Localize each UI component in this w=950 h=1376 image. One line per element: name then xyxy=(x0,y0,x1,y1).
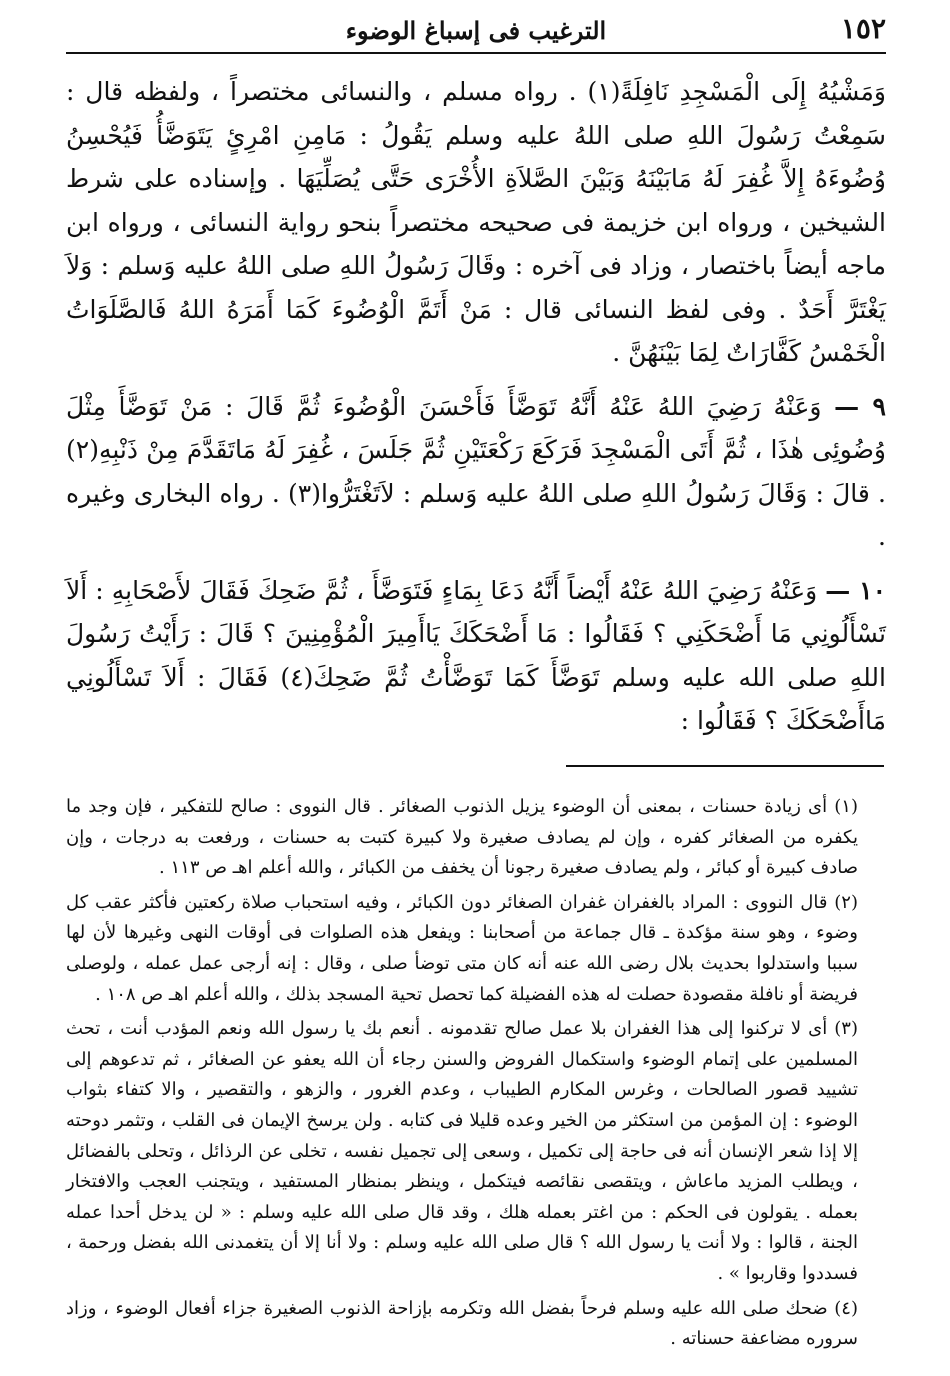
hadith-9-text: وَعَنْهُ رَضِيَ اللهُ عَنْهُ أَنَّهُ تَوَضَّأَ فَأَحْسَنَ الْوُضُوءَ ثُمَّ قَالَ : مَنْ تَوَضَّأَ مِثْلَ وُضُوئِى هٰذَا ، ثُمَّ أَتَى الْمَسْجِدَ فَرَكَعَ رَكْعَتَيْنِ ثُمَّ جَلَسَ ، غُفِرَ لَهُ مَاتَقَدَّمَ مِنْ ذَنْبِهِ(٢) . قالَ : وَقَالَ رَسُولُ اللهِ صلى اللهُ عليه وَسلم : لاَتَغْتَرُّوا(٣) . رواه البخارى وغيره . xyxy=(66,391,886,551)
hadith-number-9: ٩ — xyxy=(834,391,886,421)
paragraph-2 xyxy=(66,385,886,559)
paragraph-3 xyxy=(66,569,886,743)
header-title: الترغيب فى إسباغ الوضوء xyxy=(345,16,607,45)
page-number: ١٥٢ xyxy=(840,12,886,45)
paragraph-1: وَمَشْيُهُ إِلَى الْمَسْجِدِ نَافِلَةً(١) . رواه مسلم ، والنسائى مختصراً ، ولفظه قال : سَمِعْتُ رَسُولَ اللهِ صلى اللهُ عليه وسلم يَقُولُ : مَامِنِ امْرِئٍ يَتَوَضَّأُ فَيُحْسِنُ وُضُوءَهُ إِلاَّ غُفِرَ لَهُ مَابَيْنَهُ وَبَيْنَ الصَّلاَةِ الأُخْرَى حَتَّى يُصَلِّيَهَا . وإسناده على شرط الشيخين ، ورواه ابن خزيمة فى صحيحه مختصراً بنحو رواية النسائى ، ورواه ابن ماجه أيضاً باختصار ، وزاد فى آخره : وقَالَ رَسُولُ اللهِ صلى اللهُ عليه وَسلم : وَلاَ يَغْتَرَّ أَحَدٌ . وفى لفظ النسائى قال : مَنْ أَتَمَّ الْوُضُوءَ كَمَا أَمَرَهُ اللهُ فَالصَّلَوَاتُ الْخَمْسُ كَفَّارَاتٌ لِمَا بَيْنَهُنَّ . xyxy=(66,77,886,367)
footnote-4: (٤) ضحك صلى الله عليه وسلم فرحاً بفضل الله وتكرمه بإزاحة الذنوب الصغيرة جزاء أفعال الوضوء ، وزاد سروره مضاعفة حسناته . xyxy=(66,1297,858,1350)
hadith-number-10: ١٠ — xyxy=(825,575,886,605)
main-text xyxy=(66,70,886,753)
footnote-2: (٢) قال النووى : المراد بالغفران غفران الصغائر دون الكبائر ، وفيه استحباب صلاة ركعتين فأكثر عقب كل وضوء ، وهو سنة مؤكدة ـ قال جماعة من أصحابنا : ويفعل هذه الصلوات فى أوقات النهى وغيرها لأن لها سببا واستدلوا بحديث بلال رضى الله عنه أنه كان متى توضأ صلى ، وقال : إنه أرجى عمل عمله ، ولوصلى فريضة أو نافلة مقصودة حصلت له هذه الفضيلة كما تحصل تحية المسجد بذلك ، والله أعلم اهـ ص ١٠٨ . xyxy=(66,891,858,1005)
footnotes xyxy=(66,792,886,1359)
running-header xyxy=(66,10,886,54)
hadith-10-text: وَعَنْهُ رَضِيَ اللهُ عَنْهُ أَيْضاً أَنَّهُ دَعَا بِمَاءٍ فَتَوَضَّأَ ، ثُمَّ ضَحِكَ فَقَالَ لأَصْحَابِهِ : أَلاَ تَسْأَلُونِي مَا أَضْحَكَنِي ؟ فَقَالُوا : مَا أَضْحَكَكَ يَاأَمِيرَ الْمُؤْمِنِينَ ؟ قَالَ : رَأَيْتُ رَسُولَ اللهِ صلى الله عليه وسلم تَوَضَّأَ كَمَا تَوَضَّأْتُ ثُمَّ ضَحِكَ(٤) فَقَالَ : أَلاَ تَسْأَلُونِي مَاأَضْحَكَكَ ؟ فَقَالُوا : xyxy=(66,575,886,735)
footnote-1: (١) أى زيادة حسنات ، بمعنى أن الوضوء يزيل الذنوب الصغائر . قال النووى : صالح للتفكير ، فإن وجد ما يكفره من الصغائر كفره ، وإن لم يصادف صغيرة ولا كبيرة كتبت به حسنات ، ورفعت به درجات ، وإن صادف كبيرة أو كبائر ، ولم يصادف صغيرة رجونا أن يخفف من الكبائر ، والله أعلم اهـ ص ١١٣ . xyxy=(66,796,858,879)
footnote-3: (٣) أى لا تركنوا إلى هذا الغفران بلا عمل صالح تقدمونه . أنعم بك يا رسول الله ونعم المؤدب أنت ، تحث المسلمين على إتمام الوضوء واستكمال الفروض والسنن رجاء أن الله يعفو عن الصغائر ، ثم تدعوهم إلى تشييد قصور الصالحات ، وغرس المكارم الطيباب ، وعدم الغرور ، والزهو ، والتقصير ، والا كتفاء بثواب الوضوء : إن المؤمن من استكثر من الخير وعده قليلا فى كتابه . ولن يرسخ الإيمان فى القلب ، وتثمر دوحته إلا إذا شعر الإنسان أنه فى حاجة إلى تكميل ، وسعى إلى تجميل نفسه ، تخلى عن الرذائل ، وتحلى بالفضائل ، ويطلب المزيد ماعاش ، ويتقصى نقائصه فيتكمل ، وينظر بمنظار المستفيد ، ويتجنب العجب والافتخار بعمله . يقولون فى الحكم : من اغتر بعمله هلك ، وقد قال صلى الله عليه وسلم : « لن يدخل أحدا عمله الجنة ، قالوا : ولا أنت يا رسول الله ؟ قال صلى الله عليه وسلم : ولا أنا إلا أن يتغمدنى الله بفضل ورحمة ، فسددوا وقاربوا » . xyxy=(66,1018,859,1284)
footnote-divider xyxy=(566,765,884,767)
